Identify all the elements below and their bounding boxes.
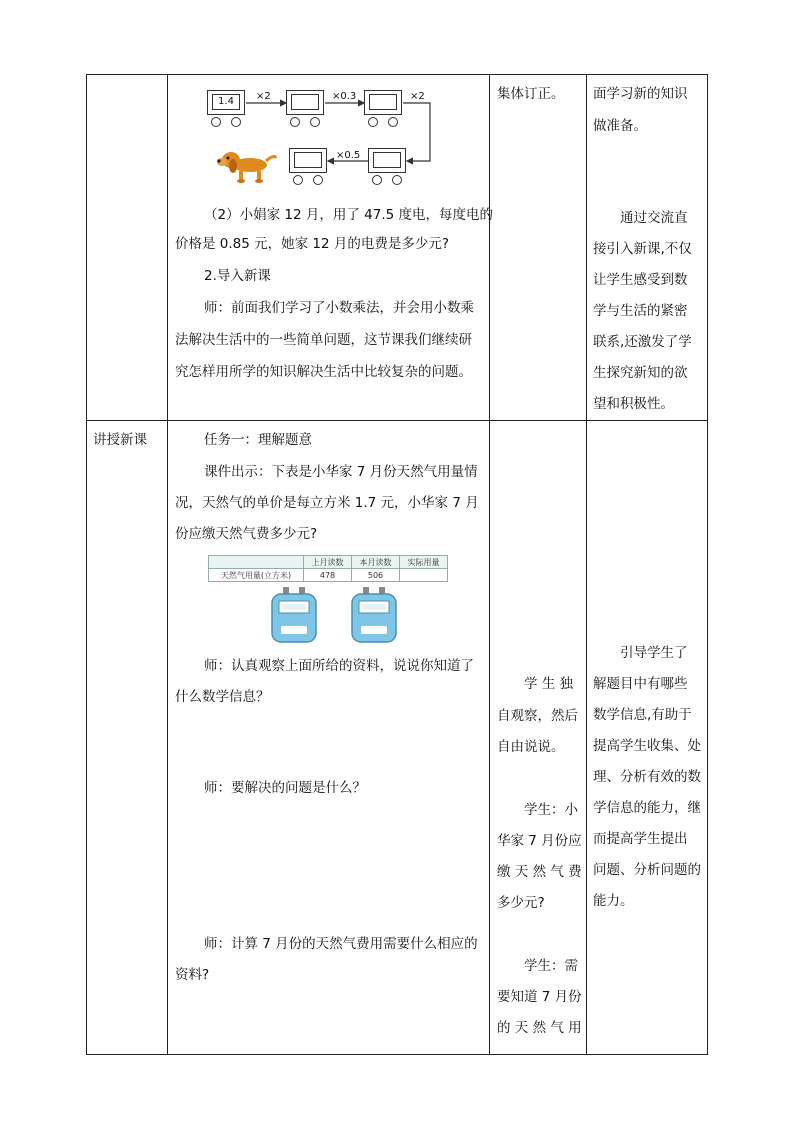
teacher-question-line: 师：计算 7 月份的天然气费用需要什么相应的: [204, 936, 478, 952]
table-border-top: [86, 74, 708, 75]
question-2-line: （2）小娟家 12 月，用了 47.5 度电，每度电的: [204, 207, 493, 223]
gas-table-header: [209, 556, 304, 569]
purpose-line: 面学习新的知识: [593, 86, 688, 102]
student-response-line: 学生：小: [524, 802, 578, 818]
student-response-line: 自观察，然后: [497, 708, 578, 724]
gas-table-cell: 478: [304, 569, 352, 582]
question-2-line: 价格是 0.85 元，她家 12 月的电费是多少元?: [175, 236, 450, 252]
gas-table-cell: 天然气用量(立方米): [209, 569, 304, 582]
gas-table-header: 上月读数: [304, 556, 352, 569]
gas-table-cell: 506: [352, 569, 400, 582]
table-border-right: [707, 74, 708, 1055]
student-response-line: 学 生 独: [524, 676, 574, 692]
task-title: 任务一：理解题意: [204, 432, 312, 448]
student-response-line: 华家 7 月份应: [497, 833, 582, 849]
purpose-line: 引导学生了: [620, 645, 688, 661]
purpose-line: 通过交流直: [620, 210, 688, 226]
purpose-line: 做准备。: [593, 118, 647, 134]
intro-text-line: 究怎样用所学的知识解决生活中比较复杂的问题。: [175, 364, 472, 380]
purpose-line: 学与生活的紧密: [593, 303, 688, 319]
purpose-line: 提高学生收集、处: [593, 738, 701, 754]
operator-label: ×0.5: [336, 150, 361, 161]
purpose-line: 理、分析有效的数: [593, 769, 701, 785]
student-response-line: 缴 天 然 气 费: [497, 864, 582, 880]
purpose-line: 望和积极性。: [593, 396, 674, 412]
purpose-line: 让学生感受到数: [593, 272, 688, 288]
student-response-line: 自由说说。: [497, 739, 565, 755]
lesson-table: [86, 74, 708, 1055]
purpose-line: 数学信息,有助于: [593, 707, 692, 723]
purpose-line: 联系,还激发了学: [593, 334, 692, 350]
column-divider-3: [586, 74, 587, 1055]
courseware-line: 况，天然气的单价是每立方米 1.7 元，小华家 7 月: [175, 495, 479, 511]
purpose-line: 问题、分析问题的: [593, 862, 701, 878]
purpose-line: 而提高学生提出: [593, 831, 688, 847]
student-response-line: 多少元?: [497, 895, 545, 911]
purpose-line: 生探究新知的欲: [593, 365, 688, 381]
row-divider: [86, 420, 708, 421]
purpose-line: 学信息的能力，继: [593, 800, 701, 816]
start-value: 1.4: [212, 94, 240, 110]
student-response-line: 的 天 然 气 用: [497, 1020, 582, 1036]
student-response-line: 学生：需: [524, 958, 578, 974]
gas-table-cell: [400, 569, 448, 582]
multiplication-train-diagram: [204, 88, 444, 188]
intro-title: 2.导入新课: [204, 268, 271, 284]
student-activity: 集体订正。: [497, 86, 565, 102]
intro-text-line: 师：前面我们学习了小数乘法，并会用小数乘: [204, 300, 474, 316]
gas-usage-table: [208, 555, 448, 582]
purpose-line: 解题目中有哪些: [593, 676, 688, 692]
stage-label: 讲授新课: [93, 432, 147, 448]
gas-meter-last-month-icon: [269, 586, 319, 644]
teacher-question-line: 师：认真观察上面所给的资料，说说你知道了: [204, 658, 474, 674]
purpose-line: 接引入新课,不仅: [593, 241, 692, 257]
column-divider-1: [167, 74, 168, 1055]
table-border-bottom: [86, 1054, 708, 1055]
operator-label: ×0.3: [332, 91, 357, 102]
student-response-line: 要知道 7 月份: [497, 989, 582, 1005]
dog-illustration: [217, 146, 277, 186]
operator-label: ×2: [410, 91, 425, 102]
teacher-question-line: 资料?: [175, 967, 210, 983]
operator-label: ×2: [256, 91, 271, 102]
courseware-line: 份应缴天然气费多少元?: [175, 526, 318, 542]
gas-table-header: 本月读数: [352, 556, 400, 569]
courseware-line: 课件出示：下表是小华家 7 月份天然气用量情: [204, 464, 478, 480]
intro-text-line: 法解决生活中的一些简单问题，这节课我们继续研: [175, 332, 472, 348]
teacher-question-line: 什么数学信息？: [175, 689, 270, 705]
gas-meter-this-month-icon: [349, 586, 399, 644]
teacher-question: 师：要解决的问题是什么？: [204, 780, 366, 796]
table-border-left: [86, 74, 87, 1055]
gas-table-header: 实际用量: [400, 556, 448, 569]
purpose-line: 能力。: [593, 893, 634, 909]
